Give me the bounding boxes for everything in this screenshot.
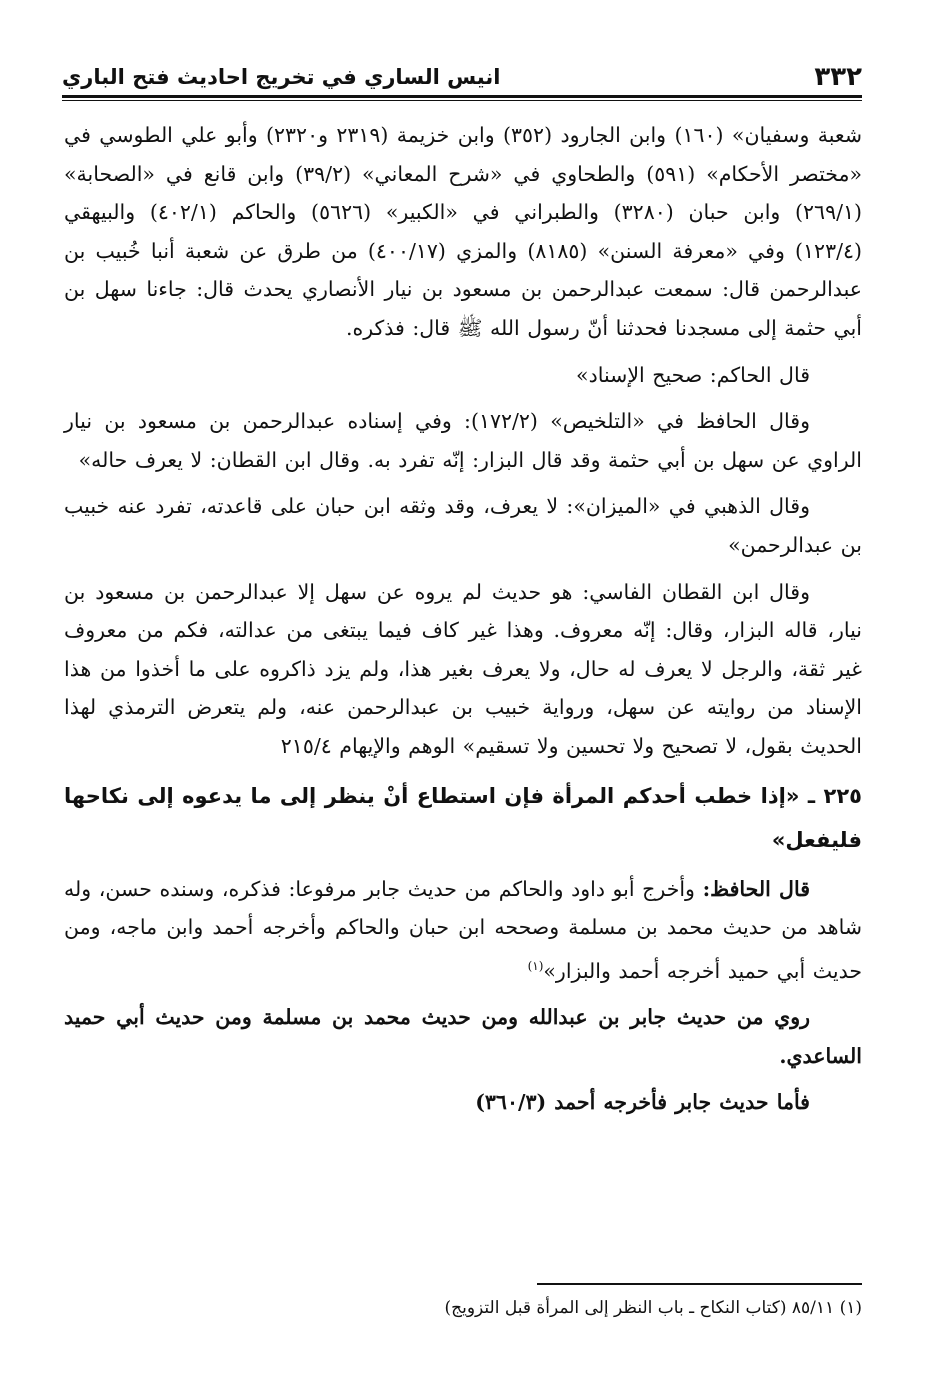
paragraph-jabir: فأما حديث جابر فأخرجه أحمد (٣٦٠/٣) (475, 1090, 810, 1115)
paragraph-takhrij: شعبة وسفيان» (١٦٠) وابن الجارود (٣٥٢) وابن خزيمة (٢٣١٩ و٢٣٢٠) وأبو علي الطوسي في «مختصر الأحكام» (٥٩١) والطحاوي في «شرح المعاني» (٣٩/٢) وابن قانع في «الصحابة» (٢٦٩/١) وابن حبان (٣٢٨٠) والطبراني في «الكبير» (٥٦٢٦) والحاكم (٤٠٢/١) والبيهقي (١٢٣/٤) وفي «معرفة السنن» (٨١٨٥) والمزي (٤٠٠/١٧) من طرق عن شعبة أنبا خُبيب بن عبدالرحمن قال: سمعت عبدالرحمن بن مسعود بن نيار الأنصاري يحدث قال: جاءنا سهل بن أبي حثمة إلى مسجدنا فحدثنا أنّ رسول الله ﷺ قال: فذكره. (64, 123, 863, 340)
hadith-heading: ٢٢٥ ـ «إذا خطب أحدكم المرأة فإن استطاع أنْ ينظر إلى ما يدعوه إلى نكاحها فليفعل» (64, 783, 862, 852)
page-body (64, 116, 862, 1130)
hafiz-lead: قال الحافظ: (702, 876, 810, 901)
paragraph-hakim: قال الحاكم: صحيح الإسناد» (576, 362, 810, 387)
page-number: ٣٣٢ (814, 62, 862, 92)
paragraph-hafiz (64, 870, 862, 991)
header-rule-thin (62, 100, 862, 101)
paragraph-ibn-qattan: وقال ابن القطان الفاسي: هو حديث لم يروه عن سهل إلا عبدالرحمن بن مسعود بن نيار، قاله البزار، وقال: إنّه معروف. وهذا غير كاف فيما يبتغى من عدالته، فكم من معروف غير ثقة، والرجل لا يعرف له حال، ولا يعرف بغير هذا، ولم يزد ذاكروه على ما أخذوا من هذا الإسناد من روايته عن سهل، ورواية خبيب بن عبدالرحمن عنه، ولم يتعرض الترمذي لهذا الحديث بقول، لا تصحيح ولا تحسين ولا تسقيم» الوهم والإيهام ٢١٥/٤ (64, 579, 862, 758)
running-title: انيس الساري في تخريج احاديث فتح الباري (62, 65, 501, 89)
footnote-marker: (١) (527, 958, 544, 973)
footnote: (١) ٨٥/١١ (كتاب النكاح ـ باب النظر إلى المرأة قبل التزويج) (444, 1298, 862, 1318)
page-header (62, 52, 862, 92)
paragraph-talkhis: وقال الحافظ في «التلخيص» (١٧٢/٢): وفي إسناده عبدالرحمن بن مسعود بن نيار الراوي عن سهل بن أبي حثمة وقد قال البزار: إنّه تفرد به. وقال ابن القطان: لا يعرف حاله» (64, 409, 862, 472)
hafiz-text: وأخرج أبو داود والحاكم من حديث جابر مرفوعا: فذكره، وسنده حسن، وله شاهد من حديث محمد بن مسلمة وصححه ابن حبان والحاكم وأخرجه أحمد وابن ماجه، ومن حديث أبي حميد أخرجه أحمد والبزار» (64, 876, 862, 983)
paragraph-dhahabi: وقال الذهبي في «الميزان»: لا يعرف، وقد وثقه ابن حبان على قاعدته، تفرد عنه خبيب بن عبدالرحمن» (64, 494, 862, 557)
footnote-rule (537, 1283, 862, 1285)
paragraph-riwayat: روي من حديث جابر بن عبدالله ومن حديث محمد بن مسلمة ومن حديث أبي حميد الساعدي. (64, 1005, 862, 1068)
header-rule (62, 95, 862, 98)
